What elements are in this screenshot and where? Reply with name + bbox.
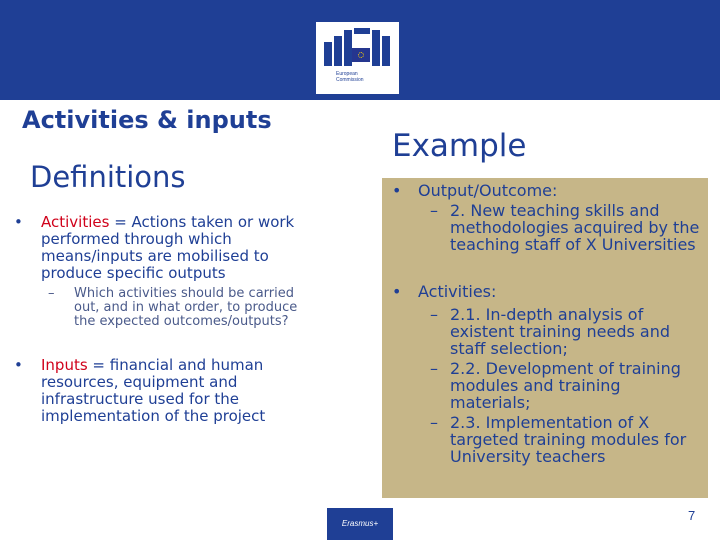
activities-text: = Actions taken or work performed through which means/inputs are mobilised to produce specific outputs (41, 213, 295, 282)
inputs-text: = financial and human resources, equipment and infrastructure used for the implementation of the project (41, 356, 266, 425)
activities-sub-text: Which activities should be carried out, and in what order, to produce the expected outcomes/outputs? (74, 286, 298, 329)
bullet-icon: • (14, 213, 23, 231)
slide-title: Activities & inputs (22, 106, 272, 134)
dash-icon: – (430, 305, 438, 324)
inputs-definition (14, 357, 314, 425)
bullet-icon: • (392, 181, 402, 200)
activities-term: Activities (41, 213, 110, 231)
activities-label: Activities: (418, 282, 497, 301)
eu-flag-icon (352, 48, 370, 62)
erasmus-plus-logo: Erasmus+ (327, 508, 393, 540)
output-item-text: 2. New teaching skills and methodologies acquired by the teaching staff of X Universities (450, 201, 700, 254)
bullet-icon: • (392, 282, 402, 301)
activity-item-text: 2.3. Implementation of X targeted training modules for University teachers (450, 413, 687, 466)
activity-item-text: 2.1. In-depth analysis of existent training needs and staff selection; (450, 305, 671, 358)
page-number: 7 (688, 508, 696, 523)
dash-icon: – (430, 201, 438, 220)
activities-subitem (14, 287, 314, 329)
example-heading: Example (392, 128, 527, 164)
dash-icon: – (430, 413, 438, 432)
activity-item (392, 306, 702, 357)
definitions-heading: Definitions (30, 160, 186, 194)
activity-item (392, 360, 702, 411)
activities-bullet (392, 283, 702, 300)
output-item (392, 202, 702, 253)
bullet-icon: • (14, 356, 23, 374)
european-commission-logo (316, 22, 399, 94)
header-band (0, 0, 720, 100)
logo-line-1: European (336, 71, 358, 77)
activity-item-text: 2.2. Development of training modules and training materials; (450, 359, 681, 412)
dash-icon: – (48, 286, 55, 301)
example-list (392, 182, 702, 465)
activities-definition (14, 214, 314, 282)
logo-line-2: Commission (336, 77, 364, 83)
output-bullet (392, 182, 702, 199)
inputs-term: Inputs (41, 356, 88, 374)
output-label: Output/Outcome: (418, 181, 558, 200)
definitions-list (14, 214, 314, 425)
activity-item (392, 414, 702, 465)
dash-icon: – (430, 359, 438, 378)
